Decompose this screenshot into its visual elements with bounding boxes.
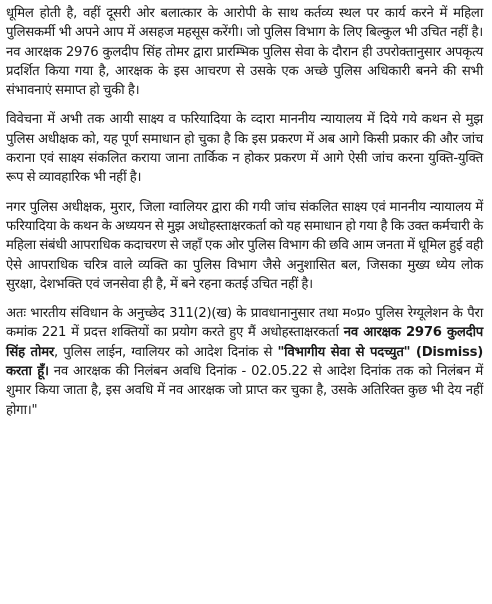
order-text-part-2: , पुलिस लाईन, ग्वालियर को आदेश दिनांक से (54, 344, 278, 360)
paragraph-3: नगर पुलिस अधीक्षक, मुरार, जिला ग्वालियर द्वारा की गयी जांच संकलित साक्ष्य एवं माननीय न्यायालय में फरियादिया के कथन के अध्ययन से मुझ अधोहस्ताक्षरकर्ता को यह समाधान हो गया है कि उक्त कर्मचारी के महिला संबंधी आपराधिक कदाचरण से जहाँ एक ओर पुलिस विभाग की छवि आम जनता में धूमिल हुई वही ऐसे आपराधिक चरित्र वाले व्यक्ति का पुलिस विभाग जैसे अनुशासित बल, जिसका मुख्य ध्येय लोक सुरक्षा, देशभक्ति एवं जनसेवा ही है, में बने रहना कतई उचित नहीं है। (6, 199, 483, 292)
paragraph-gap (6, 100, 483, 110)
constable-name: नव आरक्षक 2976 कुलदीप सिंह तोमर (6, 325, 483, 360)
dismissal-order-paragraph (6, 304, 483, 420)
paragraph-1: धूमिल होती है, वहीं दूसरी ओर बलात्कार के आरोपी के साथ कर्तव्य स्थल पर कार्य करने में महिला पुलिसकर्मी भी अपने आप में असहज महसूस करेंगी। जो पुलिस विभाग के लिए बिल्कुल भी उचित नहीं है। नव आरक्षक 2976 कुलदीप सिंह तोमर द्वारा प्रारम्भिक पुलिस सेवा के दौरान ही उपरोक्तानुसार अपकृत्य प्रदर्शित किया गया है, आरक्षक के इस आचरण से उसके एक अच्छे पुलिस अधिकारी बनने की सभी संभावनाएं समाप्त हो चुकी है। (6, 6, 483, 99)
paragraph-2: विवेचना में अभी तक आयी साक्ष्य व फरियादिया के व्दारा माननीय न्यायालय में दिये गये कथन से मुझ पुलिस अधीक्षक को, यह पूर्ण समाधान हो चुका है कि इस प्रकरण में अब आगे किसी प्रकार की और जांच कराना एवं साक्ष्य संकलित कराया जाना तार्किक न होकर प्रकरण में आगे ऐसी जांच करना युक्ति-युक्ति रूप से व्यावहारिक भी नहीं है। (6, 112, 483, 186)
order-text-part-1: अतः भारतीय संविधान के अनुच्छेद 311(2)(ख) के प्रावधानानुसार तथा म०प्र० पुलिस रेग्यूलेशन के पैरा कमांक 221 में प्रदत्त शक्तियों का प्रयोग करते हुए मैं अधोहस्ताक्षरकर्ता (6, 306, 483, 341)
dismissal-phrase: "विभागीय सेवा से पदच्युत" (Dismiss) करता हूँ। (6, 344, 484, 380)
paragraph-gap (6, 294, 483, 304)
paragraph-gap (6, 188, 483, 198)
order-text-part-3: नव आरक्षक की निलंबन अवधि दिनांक - 02.05.22 से आदेश दिनांक तक को निलंबन में शुमार किया जाता है, इस अवधि में नव आरक्षक जो प्राप्त कर चुका है, उसके अतिरिक्त कुछ भी देय नहीं होगा।" (6, 364, 483, 418)
